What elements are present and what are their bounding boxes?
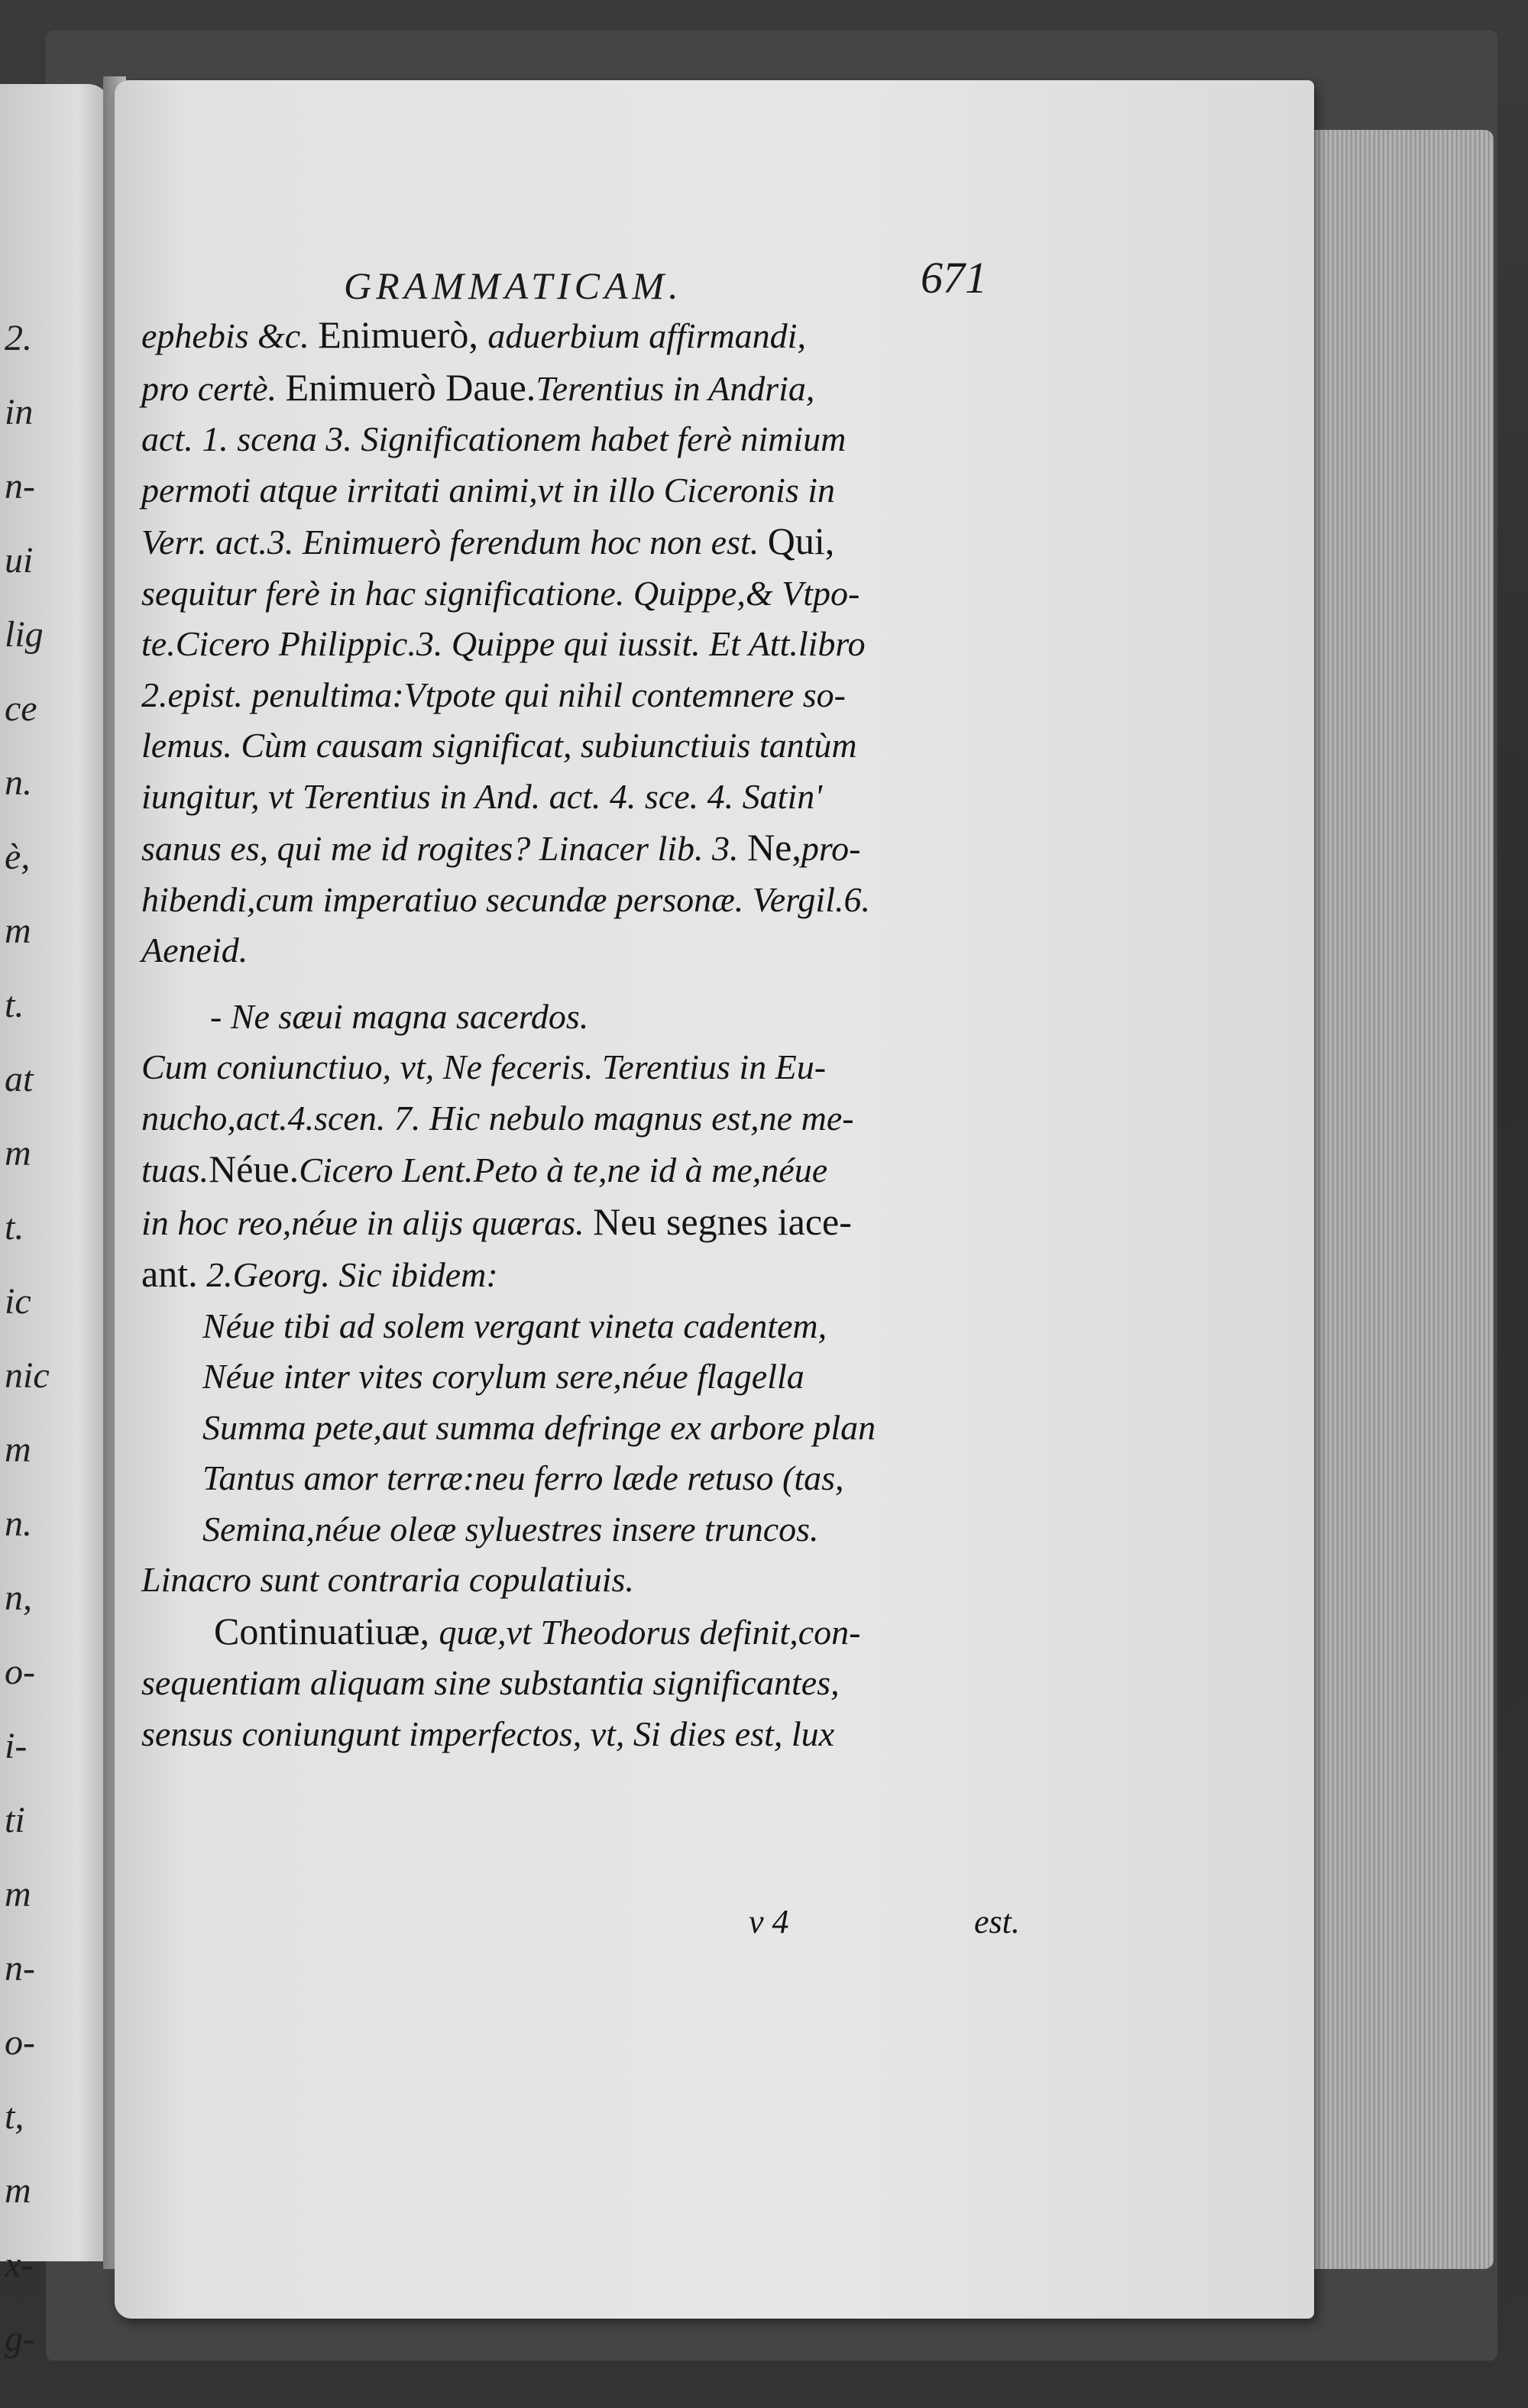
text-line [141, 1453, 1043, 1504]
text-line [141, 875, 1043, 926]
facing-page-fragment: t. [5, 985, 24, 1025]
text-line [141, 1301, 1043, 1352]
facing-page-fragment: n. [5, 762, 32, 803]
facing-page-fragment: ic [5, 1281, 31, 1322]
facing-page-fragment: n, [5, 1578, 32, 1618]
text-run: te.Cicero Philippic.3. Quippe qui iussit. Et Att.libro [141, 624, 866, 663]
text-line [141, 516, 1043, 568]
text-run: Cicero Lent.Peto à te,ne id à me,néue [299, 1151, 828, 1189]
text-run: 2.epist. penultima:Vtpote qui nihil contemnere so- [141, 675, 846, 714]
text-run: hibendi,cum imperatiuo secundæ personæ. Vergil.6. [141, 879, 870, 919]
facing-page-fragment: at [5, 1059, 34, 1099]
facing-page-fragment: o- [5, 1652, 35, 1692]
text-run: Aeneid. [141, 931, 248, 969]
text-run: Terentius in Andria, [536, 368, 815, 408]
facing-page-fragment: lig [5, 614, 44, 655]
text-line [141, 925, 1043, 976]
facing-page-fragment: ti [5, 1800, 25, 1840]
facing-page-fragment: m [5, 1874, 31, 1914]
facing-page-fragment: x- [5, 2245, 34, 2285]
text-run: Néue. [209, 1147, 299, 1190]
catchword: est. [974, 1903, 1020, 1940]
text-line [141, 619, 1043, 670]
text-line [141, 1504, 1043, 1555]
text-line [141, 1196, 1043, 1249]
text-run: pro certè. [141, 368, 286, 408]
text-run: ephebis &c. [141, 316, 319, 355]
facing-page-fragment: i- [5, 1726, 28, 1766]
body-text [141, 309, 1043, 1759]
left-page-edge [0, 84, 111, 2359]
page-number: 671 [921, 253, 987, 303]
text-line [141, 309, 1043, 362]
text-line [141, 822, 1043, 875]
text-run: in hoc reo,néue in alijs quæras. [141, 1202, 594, 1242]
text-run: sequentiam aliquam sine substantia significantes, [141, 1663, 840, 1702]
text-run: Enimuerò, [318, 313, 488, 356]
signature-mark: v 4 [749, 1903, 789, 1940]
text-run: Enimuerò Daue. [285, 365, 536, 409]
text-run: aduerbium affirmandi, [487, 316, 806, 355]
facing-page-fragment: ce [5, 688, 37, 729]
facing-page-fragment: m [5, 2170, 31, 2211]
text-run: Néue tibi ad solem vergant vineta cadentem, [202, 1306, 827, 1345]
text-line [141, 1555, 1043, 1606]
facing-page-fragment: t, [5, 2096, 24, 2137]
facing-page-fragment: n. [5, 1503, 32, 1544]
text-line [141, 568, 1043, 620]
facing-page-fragment: in [5, 392, 34, 432]
text-run: Tantus amor terræ:neu ferro læde retuso (tas, [202, 1458, 844, 1497]
text-run: permoti atque irritati animi,vt in illo Ciceronis in [141, 470, 836, 510]
text-run: sequitur ferè in hac significatione. Quippe,& Vtpo- [141, 573, 860, 613]
facing-page-fragment: è, [5, 837, 31, 877]
text-run: Cum coniunctiuo, vt, Ne feceris. Terentius in Eu- [141, 1047, 827, 1086]
text-line [141, 1042, 1043, 1093]
text-run: lemus. Cùm causam significat, subiunctiuis tantùm [141, 726, 857, 765]
text-line [141, 362, 1043, 415]
text-run: Semina,néue oleæ syluestres insere truncos. [202, 1509, 819, 1549]
text-run: iungitur, vt Terentius in And. act. 4. sce. 4. Satin' [141, 776, 823, 816]
facing-page-fragment: 2. [5, 318, 32, 358]
text-run: pro- [801, 829, 861, 868]
text-line [141, 1709, 1043, 1760]
text-line [141, 1144, 1043, 1196]
text-run: Continuatiuæ, [214, 1609, 439, 1652]
text-line [141, 1351, 1043, 1403]
facing-page-fragment: n- [5, 1948, 35, 1989]
paragraph-gap [141, 976, 1043, 992]
text-run: Verr. act.3. Enimuerò ferendum hoc non est. [141, 523, 768, 562]
facing-page-fragment: m [5, 1429, 31, 1470]
text-line [141, 465, 1043, 516]
text-run: sensus coniungunt imperfectos, vt, Si dies est, lux [141, 1714, 835, 1753]
facing-page-fragment: m [5, 911, 31, 951]
facing-page-fragment: m [5, 1133, 31, 1173]
facing-page-fragment: ui [5, 540, 34, 581]
text-line [141, 414, 1043, 465]
text-line [141, 1658, 1043, 1709]
facing-page-fragment: o- [5, 2022, 35, 2063]
text-line [141, 720, 1043, 772]
text-run: Ne, [747, 826, 801, 869]
text-run: nucho,act.4.scen. 7. Hic nebulo magnus est,ne me- [141, 1098, 854, 1138]
text-run: Linacro sunt contraria copulatiuis. [141, 1560, 634, 1599]
facing-page-fragment: t. [5, 1207, 24, 1248]
text-line [141, 992, 1043, 1043]
text-line [141, 1248, 1043, 1301]
text-line [141, 670, 1043, 721]
text-run: Néue inter vites corylum sere,néue flagella [202, 1357, 804, 1396]
text-line [141, 1093, 1043, 1144]
facing-page-fragment: n- [5, 466, 35, 507]
facing-page-fragment: g- [5, 2319, 35, 2359]
text-line [141, 1403, 1043, 1454]
text-run: quæ,vt Theodorus definit,con- [439, 1612, 861, 1652]
text-run: Summa pete,aut summa defringe ex arbore plan [202, 1407, 876, 1447]
facing-page-fragment: nic [5, 1355, 50, 1396]
text-run: tuas. [141, 1151, 209, 1189]
text-line [141, 772, 1043, 823]
text-run: act. 1. scena 3. Significationem habet ferè nimium [141, 419, 847, 458]
running-head: GRAMMATICAM. [344, 264, 683, 307]
text-line [141, 1606, 1043, 1659]
text-run: 2.Georg. Sic ibidem: [197, 1255, 498, 1294]
text-run: ant. [141, 1252, 198, 1295]
page-edges [1310, 130, 1494, 2269]
text-run: Neu segnes iace- [593, 1199, 852, 1243]
text-run: sanus es, qui me id rogites? Linacer lib. 3. [141, 829, 748, 868]
text-run: Qui, [767, 519, 835, 562]
text-run: - Ne sæui magna sacerdos. [210, 996, 589, 1036]
